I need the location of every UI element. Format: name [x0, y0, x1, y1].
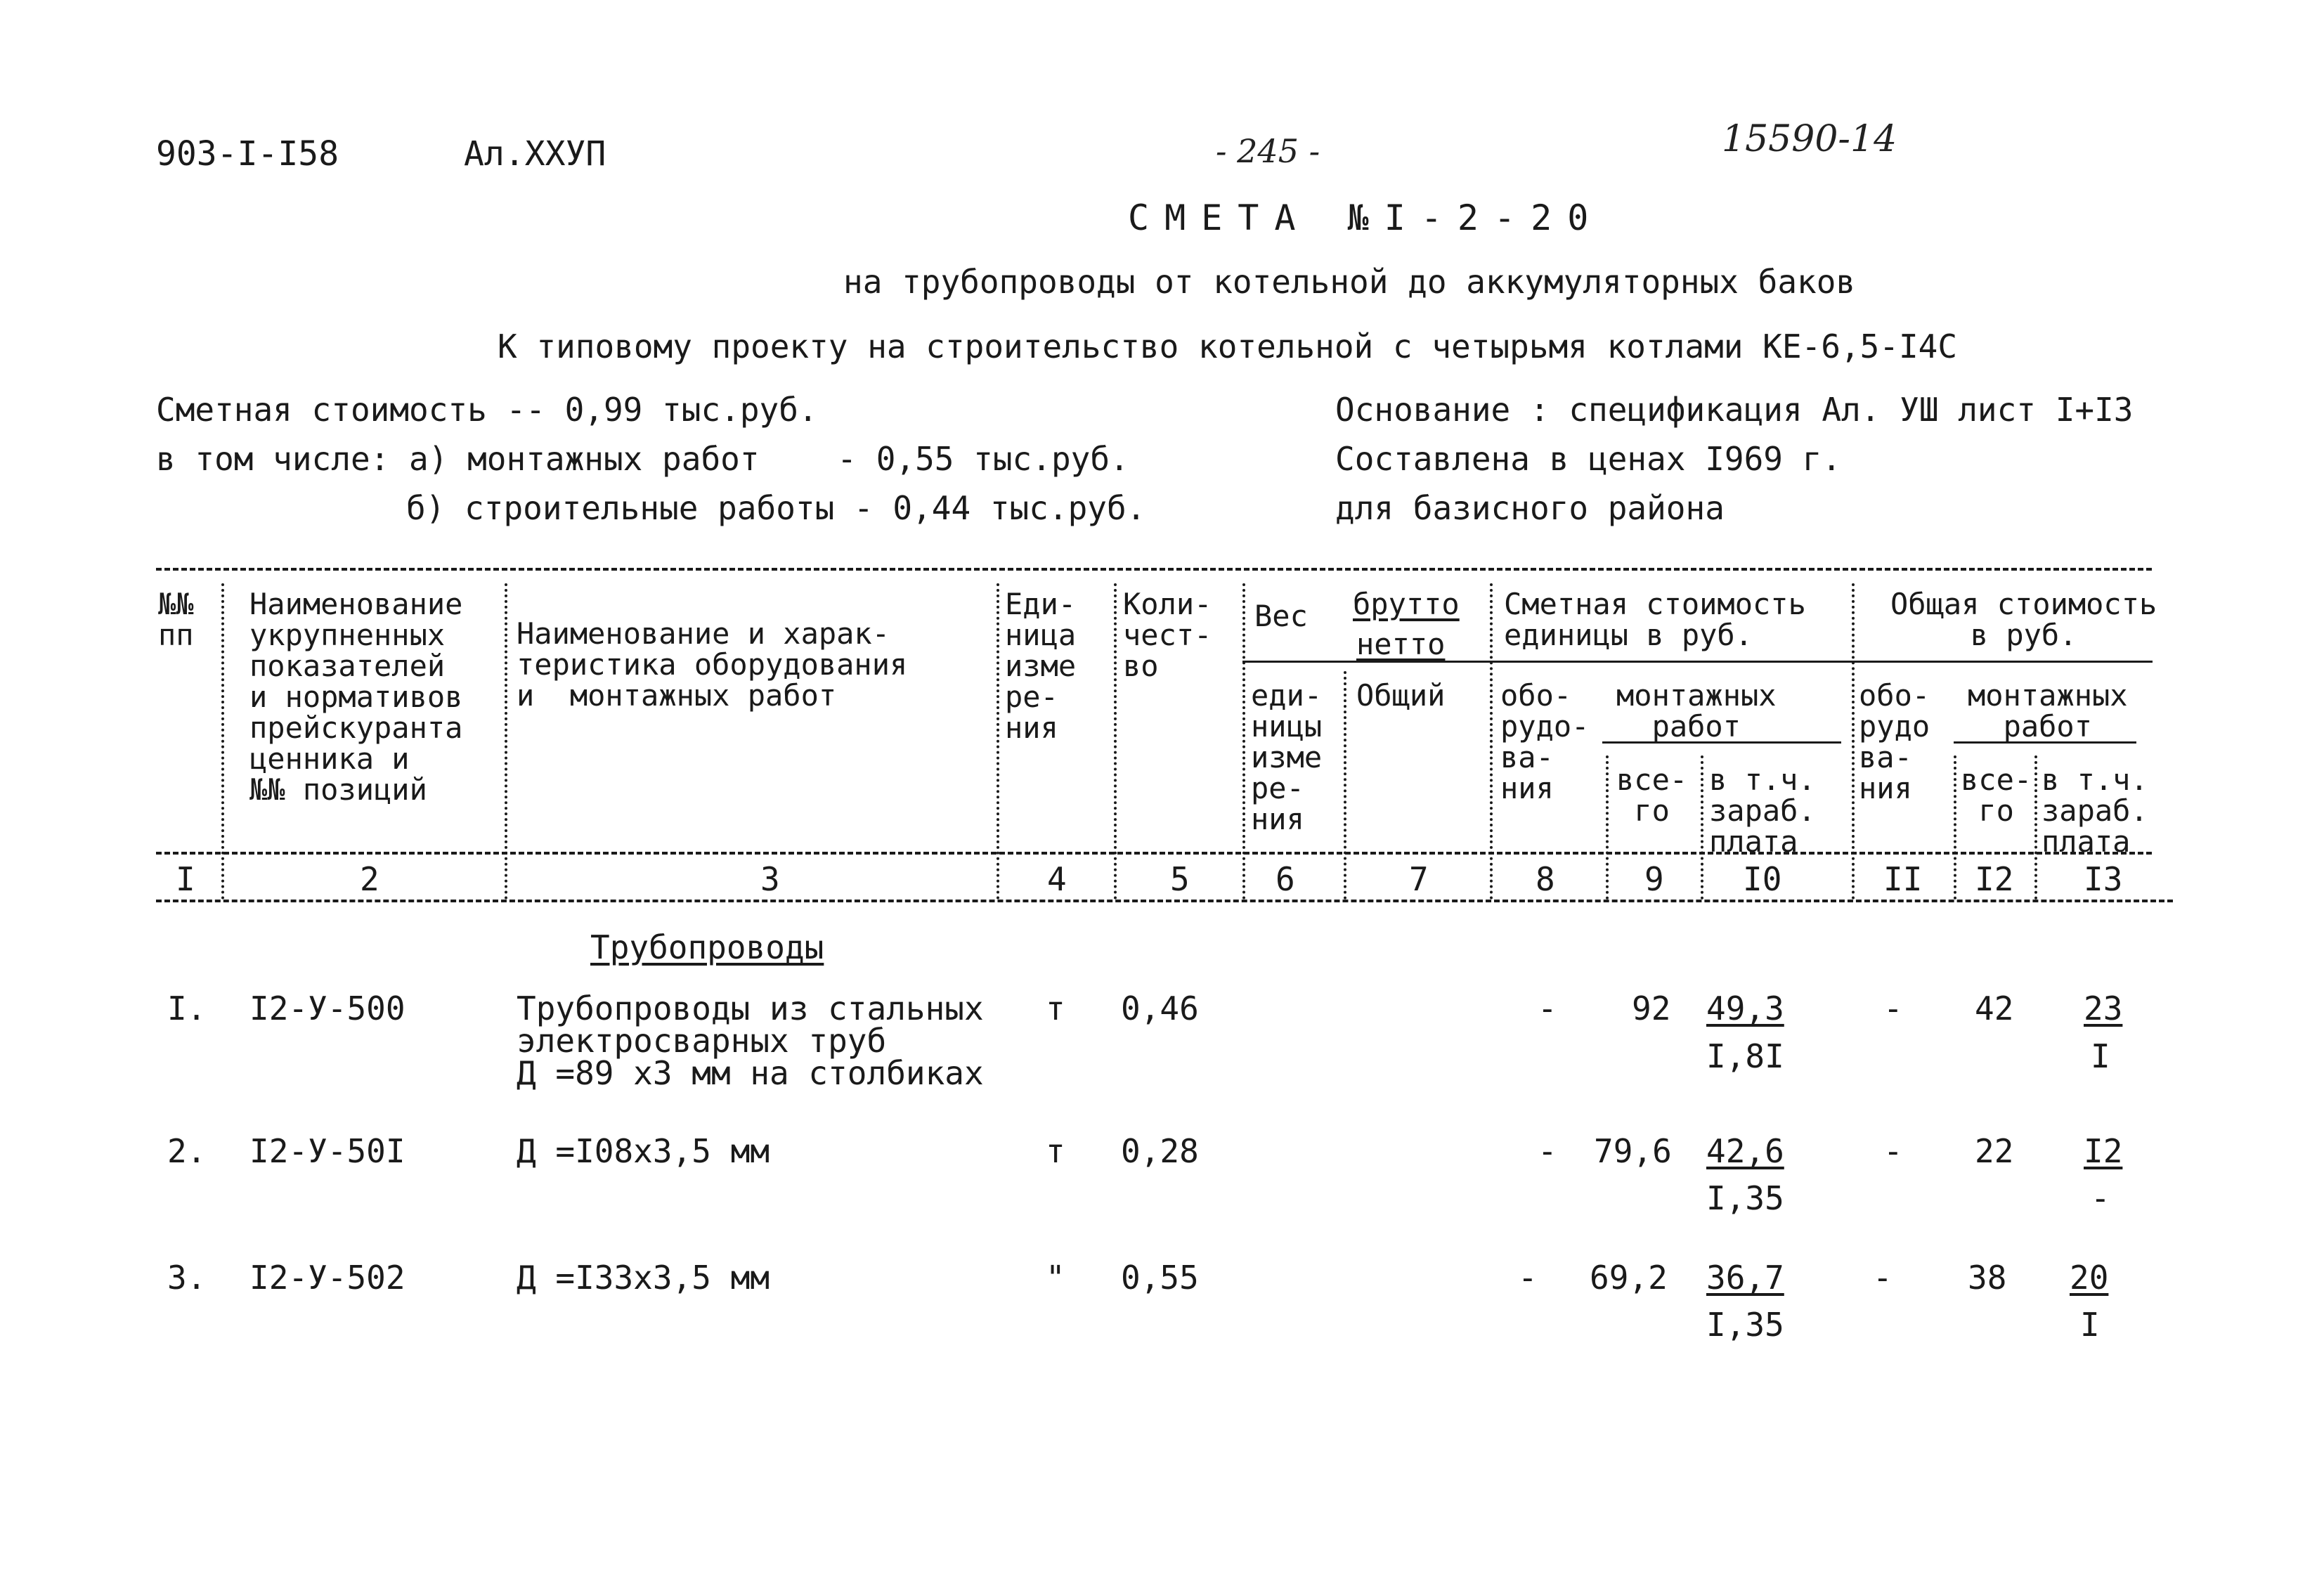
basis-note: Основание : спецификация Ал. УШ лист I+I3 [1335, 391, 2134, 429]
price-level-note: Составлена в ценах I969 г. [1335, 440, 1842, 478]
row-name: Трубопроводы из стальных электросварных труб Д =89 х3 мм на столбиках [517, 989, 984, 1092]
header-col10: в т.ч. зараб. плата [1709, 762, 1816, 859]
header-mont: монтажных работ [1616, 678, 1777, 744]
row-equip-cost: - [1538, 989, 1557, 1027]
col-sep [2034, 755, 2037, 900]
table-top-rule [156, 568, 2152, 571]
colnum-4: 4 [1047, 860, 1067, 898]
header-col6: еди- ницы изме ре- ния [1251, 678, 1323, 836]
colnum-11: II [1883, 860, 1923, 898]
header-col2: Наименование укрупненных показателей и нормативов прейскуранта ценника и №№ позиций [249, 587, 463, 807]
row-total-wage-sub: I [2080, 1306, 2100, 1344]
colnum-10: I0 [1743, 860, 1782, 898]
row-unit: " [1046, 1259, 1065, 1297]
row-qty: 0,28 [1121, 1132, 1199, 1170]
colnum-bottom-rule [156, 900, 2173, 902]
row-code: I2-У-502 [249, 1259, 405, 1297]
col-sep [997, 583, 999, 900]
col-sep [1701, 755, 1703, 900]
colnum-5: 5 [1170, 860, 1190, 898]
row-total-equip: - [1873, 1259, 1893, 1297]
row-total-wage: 20 [2070, 1259, 2109, 1297]
header-col7: Общий [1356, 678, 1446, 713]
row-total-cost: 79,6 [1594, 1132, 1672, 1170]
row-number: 2. [167, 1132, 207, 1170]
col-sep [1114, 583, 1117, 900]
row-total-cost: 69,2 [1590, 1259, 1668, 1297]
row-total-wage: 23 [2084, 989, 2123, 1027]
header-col4: Еди- ница изме ре- ния [1005, 587, 1077, 745]
album-number: Ал.ХХУП [464, 134, 606, 174]
colnum-9: 9 [1644, 860, 1664, 898]
row-total-cost: 92 [1632, 989, 1671, 1027]
header-weight: Вес [1254, 599, 1308, 633]
col-sep [1852, 583, 1855, 900]
estimate-subtitle: на трубопроводы от котельной до аккумуляторных баков [843, 263, 1856, 301]
row-name: Д =I08х3,5 мм [517, 1132, 770, 1170]
colnum-7: 7 [1409, 860, 1429, 898]
cost-installation: в том числе: а) монтажных работ - 0,55 тыс.руб. [156, 440, 1129, 478]
row-wage: 42,6 [1706, 1132, 1784, 1170]
row-total-sum: 38 [1968, 1259, 2007, 1297]
col-sep [1490, 583, 1493, 900]
header-mont2: монтажных работ [1968, 678, 2128, 744]
estimated-cost: Сметная стоимость -- 0,99 тыс.руб. [156, 391, 818, 429]
row-total-sum: 42 [1975, 989, 2014, 1027]
row-name: Д =I33х3,5 мм [517, 1259, 770, 1297]
header-brutto: брутто [1353, 587, 1460, 621]
col-sep [1954, 755, 1956, 900]
row-wage-sub: I,8I [1706, 1037, 1784, 1075]
region-note: для базисного района [1335, 489, 1725, 527]
col-sep [1344, 671, 1346, 900]
header-unit-cost: Сметная стоимость единицы в руб. [1504, 587, 1806, 652]
colnum-6: 6 [1275, 860, 1295, 898]
row-qty: 0,55 [1121, 1259, 1199, 1297]
row-wage-sub: I,35 [1706, 1306, 1784, 1344]
header-col8: обо- рудо- ва- ния [1500, 678, 1590, 805]
header-col5: Коли- чест- во [1123, 587, 1212, 683]
colnum-13: I3 [2084, 860, 2123, 898]
colnum-8: 8 [1536, 860, 1555, 898]
col-sep [221, 583, 224, 900]
header-col13: в т.ч. зараб. плата [2041, 762, 2148, 859]
row-total-wage-sub: - [2091, 1179, 2110, 1217]
section-heading: Трубопроводы [590, 928, 824, 966]
header-col3: Наименование и харак- теристика оборудования и монтажных работ [517, 616, 908, 713]
row-total-wage-sub: I [2091, 1037, 2110, 1075]
row-wage: 36,7 [1706, 1259, 1784, 1297]
row-total-wage: I2 [2084, 1132, 2123, 1170]
header-netto: нетто [1356, 627, 1446, 661]
estimate-title: СМЕТА №I-2-20 [1128, 197, 1604, 238]
row-total-equip: - [1883, 989, 1903, 1027]
row-qty: 0,46 [1121, 989, 1199, 1027]
cost-construction: б) строительные работы - 0,44 тыс.руб. [406, 489, 1146, 527]
row-wage-sub: I,35 [1706, 1179, 1784, 1217]
row-unit: т [1046, 989, 1065, 1027]
row-number: I. [167, 989, 207, 1027]
colnum-2: 2 [360, 860, 379, 898]
col-sep [505, 583, 507, 900]
row-code: I2-У-500 [249, 989, 405, 1027]
header-col9: все- го [1616, 762, 1688, 828]
row-unit: т [1046, 1132, 1065, 1170]
project-reference: К типовому проекту на строительство котельной с четырьмя котлами КЕ-6,5-I4С [498, 327, 1958, 365]
row-total-sum: 22 [1975, 1132, 2014, 1170]
colnum-12: I2 [1975, 860, 2014, 898]
row-equip-cost: - [1518, 1259, 1538, 1297]
page-number: - 245 - [1216, 132, 1320, 170]
document-code: 903-I-I58 [156, 134, 339, 174]
header-total-cost: Общая стоимость в руб. [1890, 587, 2157, 652]
colnum-1: I [176, 860, 195, 898]
row-number: 3. [167, 1259, 207, 1297]
colnum-3: 3 [760, 860, 780, 898]
col-sep [1606, 755, 1609, 900]
header-col1: №№ пп [158, 587, 194, 652]
row-wage: 49,3 [1706, 989, 1784, 1027]
row-equip-cost: - [1538, 1132, 1557, 1170]
col-sep [1242, 583, 1245, 900]
row-total-equip: - [1883, 1132, 1903, 1170]
handwritten-number: 15590-14 [1722, 118, 1897, 160]
row-code: I2-У-50I [249, 1132, 405, 1170]
header-col11: обо- рудо ва- ния [1859, 678, 1930, 805]
header-col12: все- го [1961, 762, 2032, 828]
